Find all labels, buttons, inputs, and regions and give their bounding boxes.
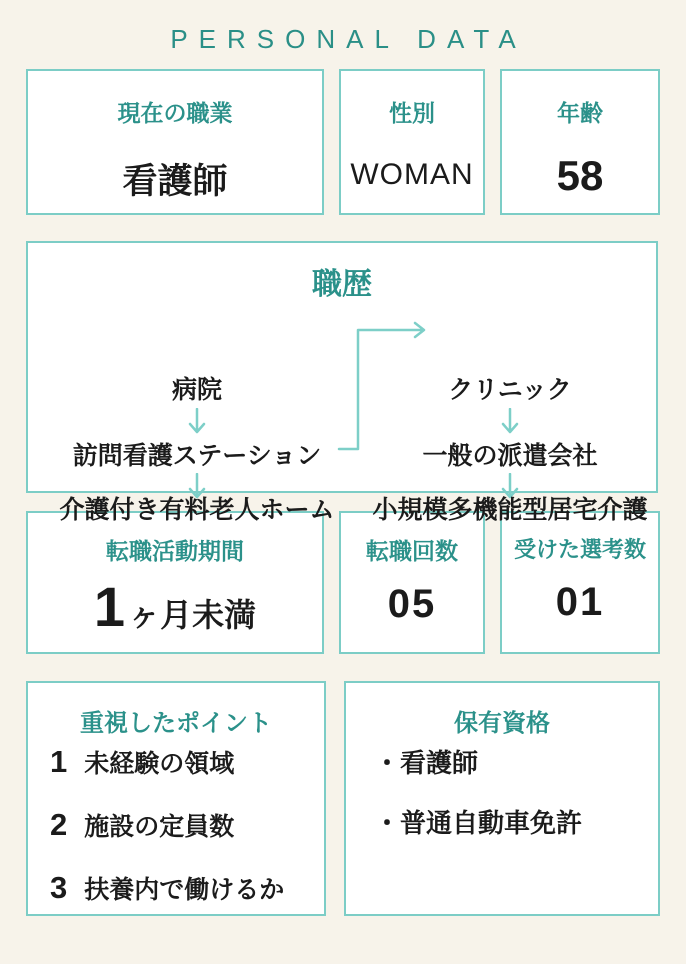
career-step-6: 小規模多機能型居宅介護 [372, 496, 648, 524]
job-change-count-value: 05 [387, 582, 437, 626]
duration-value [28, 574, 322, 639]
job-change-count-label: 転職回数 [366, 538, 458, 564]
page-title: PERSONAL DATA [170, 24, 527, 54]
career-history-title: 職歴 [312, 268, 372, 301]
career-step-2: 訪問看護ステーション [72, 442, 322, 470]
down-arrow-icon [45, 408, 349, 441]
age-value: 58 [556, 152, 604, 199]
career-history-box [26, 241, 658, 524]
selection-count-label: 受けた選考数 [513, 537, 646, 562]
age-box [500, 69, 660, 215]
gender-label: 性別 [389, 100, 435, 126]
down-arrow-icon [362, 408, 658, 441]
job-search-duration-box [26, 511, 324, 654]
age-label: 年齢 [557, 100, 603, 126]
stats-row [26, 511, 660, 654]
gender-box [339, 69, 485, 215]
gender-value: WOMAN [350, 158, 474, 191]
list-item [50, 745, 234, 779]
duration-unit: ヶ月未満 [128, 597, 257, 633]
point-text: 扶養内で働けるか [84, 876, 285, 904]
list-item: ・普通自動車免許 [374, 808, 583, 838]
selection-count-box [500, 511, 660, 654]
qualifications-title: 保有資格 [454, 710, 550, 737]
personal-data-card [0, 24, 686, 964]
duration-number: 1 [93, 575, 126, 638]
job-change-count-box [339, 511, 485, 654]
point-text: 施設の定員数 [84, 813, 235, 841]
list-item [50, 871, 284, 905]
point-number: 1 [50, 744, 68, 779]
career-step-1: 病院 [171, 376, 222, 404]
priority-points-title: 重視したポイント [80, 710, 272, 737]
point-number: 3 [50, 870, 68, 905]
priority-points-box [26, 681, 326, 916]
point-number: 2 [50, 807, 68, 842]
occupation-value: 看護師 [122, 162, 228, 201]
list-item [50, 808, 234, 842]
occupation-box [26, 69, 324, 215]
occupation-label: 現在の職業 [117, 100, 233, 126]
selection-count-value: 01 [555, 580, 605, 624]
qualifications-box [344, 681, 660, 916]
career-step-3: 介護付き有料老人ホーム [59, 496, 335, 524]
point-text: 未経験の領域 [84, 750, 235, 778]
list-item: ・看護師 [374, 748, 479, 778]
bottom-row [26, 681, 660, 916]
profile-row [26, 69, 660, 215]
career-step-5: 一般の派遣会社 [422, 442, 598, 470]
duration-label: 転職活動期間 [106, 538, 244, 564]
career-step-4: クリニック [448, 376, 572, 404]
